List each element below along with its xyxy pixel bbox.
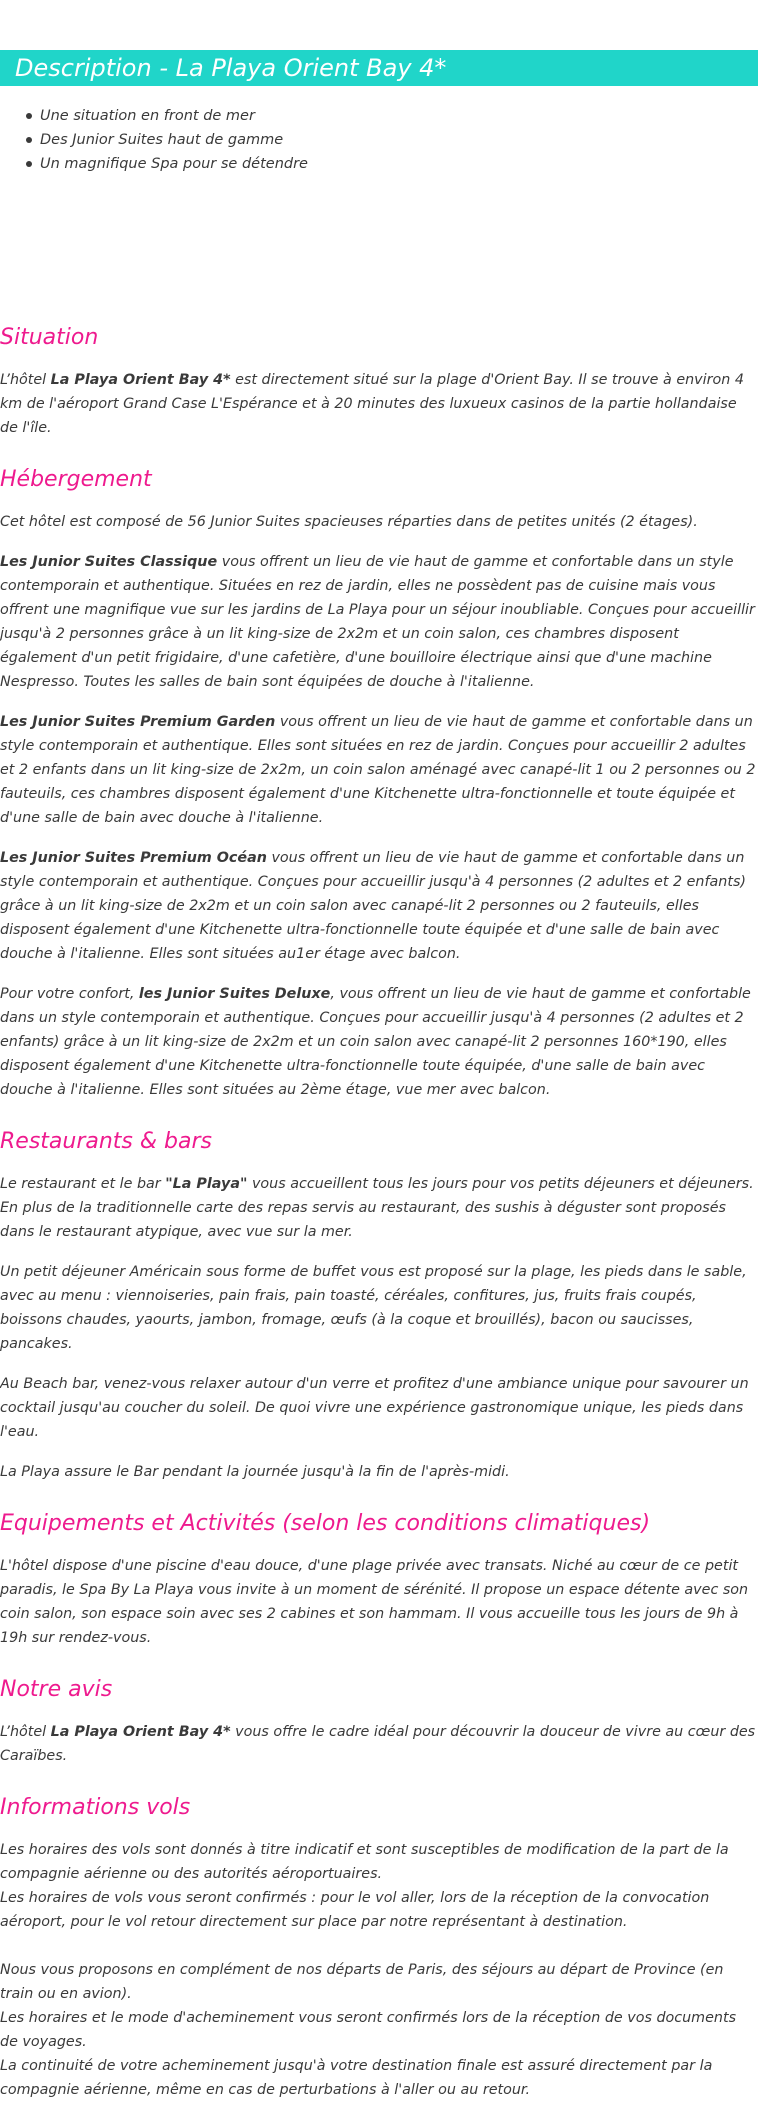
ocean-paragraph <box>0 846 758 966</box>
section-title-restaurants: Restaurants & bars <box>0 1129 212 1154</box>
description-content <box>0 320 758 2124</box>
section-title-equipements: Equipements et Activités (selon les conditions climatiques) <box>0 1511 651 1536</box>
hebergement-intro: Cet hôtel est composé de 56 Junior Suites spacieuses réparties dans de petites unités (2 étages). <box>0 514 698 530</box>
section-title-situation: Situation <box>0 325 99 350</box>
room-type-name: Les Junior Suites Classique <box>0 554 218 570</box>
section-hebergement <box>0 462 758 1102</box>
text-span: Les horaires des vols sont donnés à titre indicatif et sont susceptibles de modification de la part de la compagnie aérienne ou des autorités aéroportuaires. <box>0 1842 729 1882</box>
text-span: La continuité de votre acheminement jusqu'à votre destination finale est assuré directement par la compagnie aérienne, même en cas de perturbations à l'aller ou au retour. <box>0 2058 713 2098</box>
text-span: L’hôtel <box>0 372 51 388</box>
section-title-vols: Informations vols <box>0 1795 191 1820</box>
text-span: est directement situé sur la plage d'Orient Bay. Il se trouve à environ 4 km de l'aéroport Grand Case L'Espérance et à 20 minutes des luxueux casinos de la partie hollandaise de l'île. <box>0 372 744 436</box>
vols-paragraph-2 <box>0 1958 758 2102</box>
breakfast-paragraph: Un petit déjeuner Américain sous forme de buffet vous est proposé sur la plage, les pieds dans le sable, avec au menu : viennoiseries, pain frais, pain toasté, céréales, confitures, jus, fruits frais coupés, boissons chaudes, yaourts, jambon, fromage, œufs (à la coque et brouillés), bacon ou saucisses, pancakes. <box>0 1264 747 1352</box>
avis-paragraph <box>0 1720 758 1768</box>
room-type-name: Les Junior Suites Premium Garden <box>0 714 276 730</box>
section-title-avis: Notre avis <box>0 1677 113 1702</box>
section-vols <box>0 1790 758 2102</box>
text-span: Nous vous proposons en complément de nos départs de Paris, des séjours au départ de Province (en train ou en avion). <box>0 1962 724 2002</box>
vols-paragraph-1 <box>0 1838 758 1934</box>
equipements-paragraph: L'hôtel dispose d'une piscine d'eau douce, d'une plage privée avec transats. Niché au cœur de ce petit paradis, le Spa By La Playa vous invite à un moment de sérénité. Il propose un espace détente avec son coin salon, son espace soin avec ses 2 cabines et son hammam. Il vous accueille tous les jours de 9h à 19h sur rendez-vous. <box>0 1558 749 1646</box>
text-span: Le restaurant et le bar <box>0 1176 166 1192</box>
text-span: Les horaires et le mode d'acheminement vous seront confirmés lors de la réception de vos documents de voyages. <box>0 2010 737 2050</box>
highlight-item: Des Junior Suites haut de gamme <box>24 128 308 152</box>
banner-title: Description - La Playa Orient Bay 4* <box>15 54 447 82</box>
highlight-item: Une situation en front de mer <box>24 104 308 128</box>
section-avis <box>0 1672 758 1768</box>
text-span: vous offrent un lieu de vie haut de gamme et confortable dans un style contemporain et authentique. Situées en rez de jardin, elles ne possèdent pas de cuisine mais vous offrent une magnifique vue sur les jardins de La Playa pour un séjour inoubliable. Conçues pour accueillir jusqu'à 2 personnes grâce à un lit king-size de 2x2m et un coin salon, ces chambres disposent également d'un petit frigidaire, d'une cafetière, d'une bouilloire électrique ainsi que d'une machine Nespresso. Toutes les salles de bain sont équipées de douche à l'italienne. <box>0 554 755 690</box>
highlights-list <box>24 104 308 176</box>
text-span: vous offre le cadre idéal pour découvrir la douceur de vivre au cœur des Caraïbes. <box>0 1724 756 1764</box>
room-type-name: les Junior Suites Deluxe <box>138 986 331 1002</box>
room-type-name: Les Junior Suites Premium Océan <box>0 850 267 866</box>
garden-paragraph <box>0 710 758 830</box>
deluxe-paragraph <box>0 982 758 1102</box>
section-equipements <box>0 1506 758 1650</box>
text-span: Pour votre confort, <box>0 986 139 1002</box>
classique-paragraph <box>0 550 758 694</box>
beach-bar-paragraph: Au Beach bar, venez-vous relaxer autour d'un verre et profitez d'une ambiance unique pour savourer un cocktail jusqu'au coucher du soleil. De quoi vivre une expérience gastronomique unique, les pieds dans l'eau. <box>0 1376 749 1440</box>
text-span: vous accueillent tous les jours pour vos petits déjeuners et déjeuners. En plus de la traditionnelle carte des repas servis au restaurant, des sushis à déguster sont proposés dans le restaurant atypique, avec vue sur la mer. <box>0 1176 754 1240</box>
description-banner <box>0 50 758 86</box>
restaurants-paragraph <box>0 1172 758 1244</box>
section-title-hebergement: Hébergement <box>0 467 152 492</box>
text-span: , vous offrent un lieu de vie haut de gamme et confortable dans un style contemporain et authentique. Conçues pour accueillir jusqu'à 4 personnes (2 adultes et 2 enfants) grâce à un lit king-size de 2x2m et un coin salon avec canapé-lit 2 personnes 160*190, elles disposent également d'une Kitchenette ultra-fonctionnelle toute équipée, d'une salle de bain avec douche à l'italienne. Elles sont situées au 2ème étage, vue mer avec balcon. <box>0 986 751 1098</box>
hotel-name: La Playa Orient Bay 4* <box>50 372 231 388</box>
highlight-item: Un magnifique Spa pour se détendre <box>24 152 308 176</box>
hotel-name: La Playa Orient Bay 4* <box>50 1724 231 1740</box>
text-span: vous offrent un lieu de vie haut de gamme et confortable dans un style contemporain et authentique. Conçues pour accueillir jusqu'à 4 personnes (2 adultes et 2 enfants) grâce à un lit king-size de 2x2m et un coin salon avec canapé-lit 2 personnes ou 2 fauteuils, elles disposent également d'une Kitchenette ultra-fonctionnelle toute équipée et d'une salle de bain avec douche à l'italienne. Elles sont situées au1er étage avec balcon. <box>0 850 746 962</box>
section-restaurants <box>0 1124 758 1484</box>
section-situation <box>0 320 758 440</box>
situation-paragraph <box>0 368 758 440</box>
text-span: vous offrent un lieu de vie haut de gamme et confortable dans un style contemporain et authentique. Elles sont situées en rez de jardin. Conçues pour accueillir 2 adultes et 2 enfants dans un lit king-size de 2x2m, un coin salon aménagé avec canapé-lit 1 ou 2 personnes ou 2 fauteuils, ces chambres disposent également d'une Kitchenette ultra-fonctionnelle et toute équipée et d'une salle de bain avec douche à l'italienne. <box>0 714 756 826</box>
spacer <box>0 1934 758 1958</box>
text-span: Les horaires de vols vous seront confirmés : pour le vol aller, lors de la réception de la convocation aéroport, pour le vol retour directement sur place par notre représentant à destination. <box>0 1890 710 1930</box>
text-span: L’hôtel <box>0 1724 51 1740</box>
restaurant-name: "La Playa" <box>165 1176 248 1192</box>
bar-hours-paragraph: La Playa assure le Bar pendant la journée jusqu'à la fin de l'après-midi. <box>0 1464 510 1480</box>
